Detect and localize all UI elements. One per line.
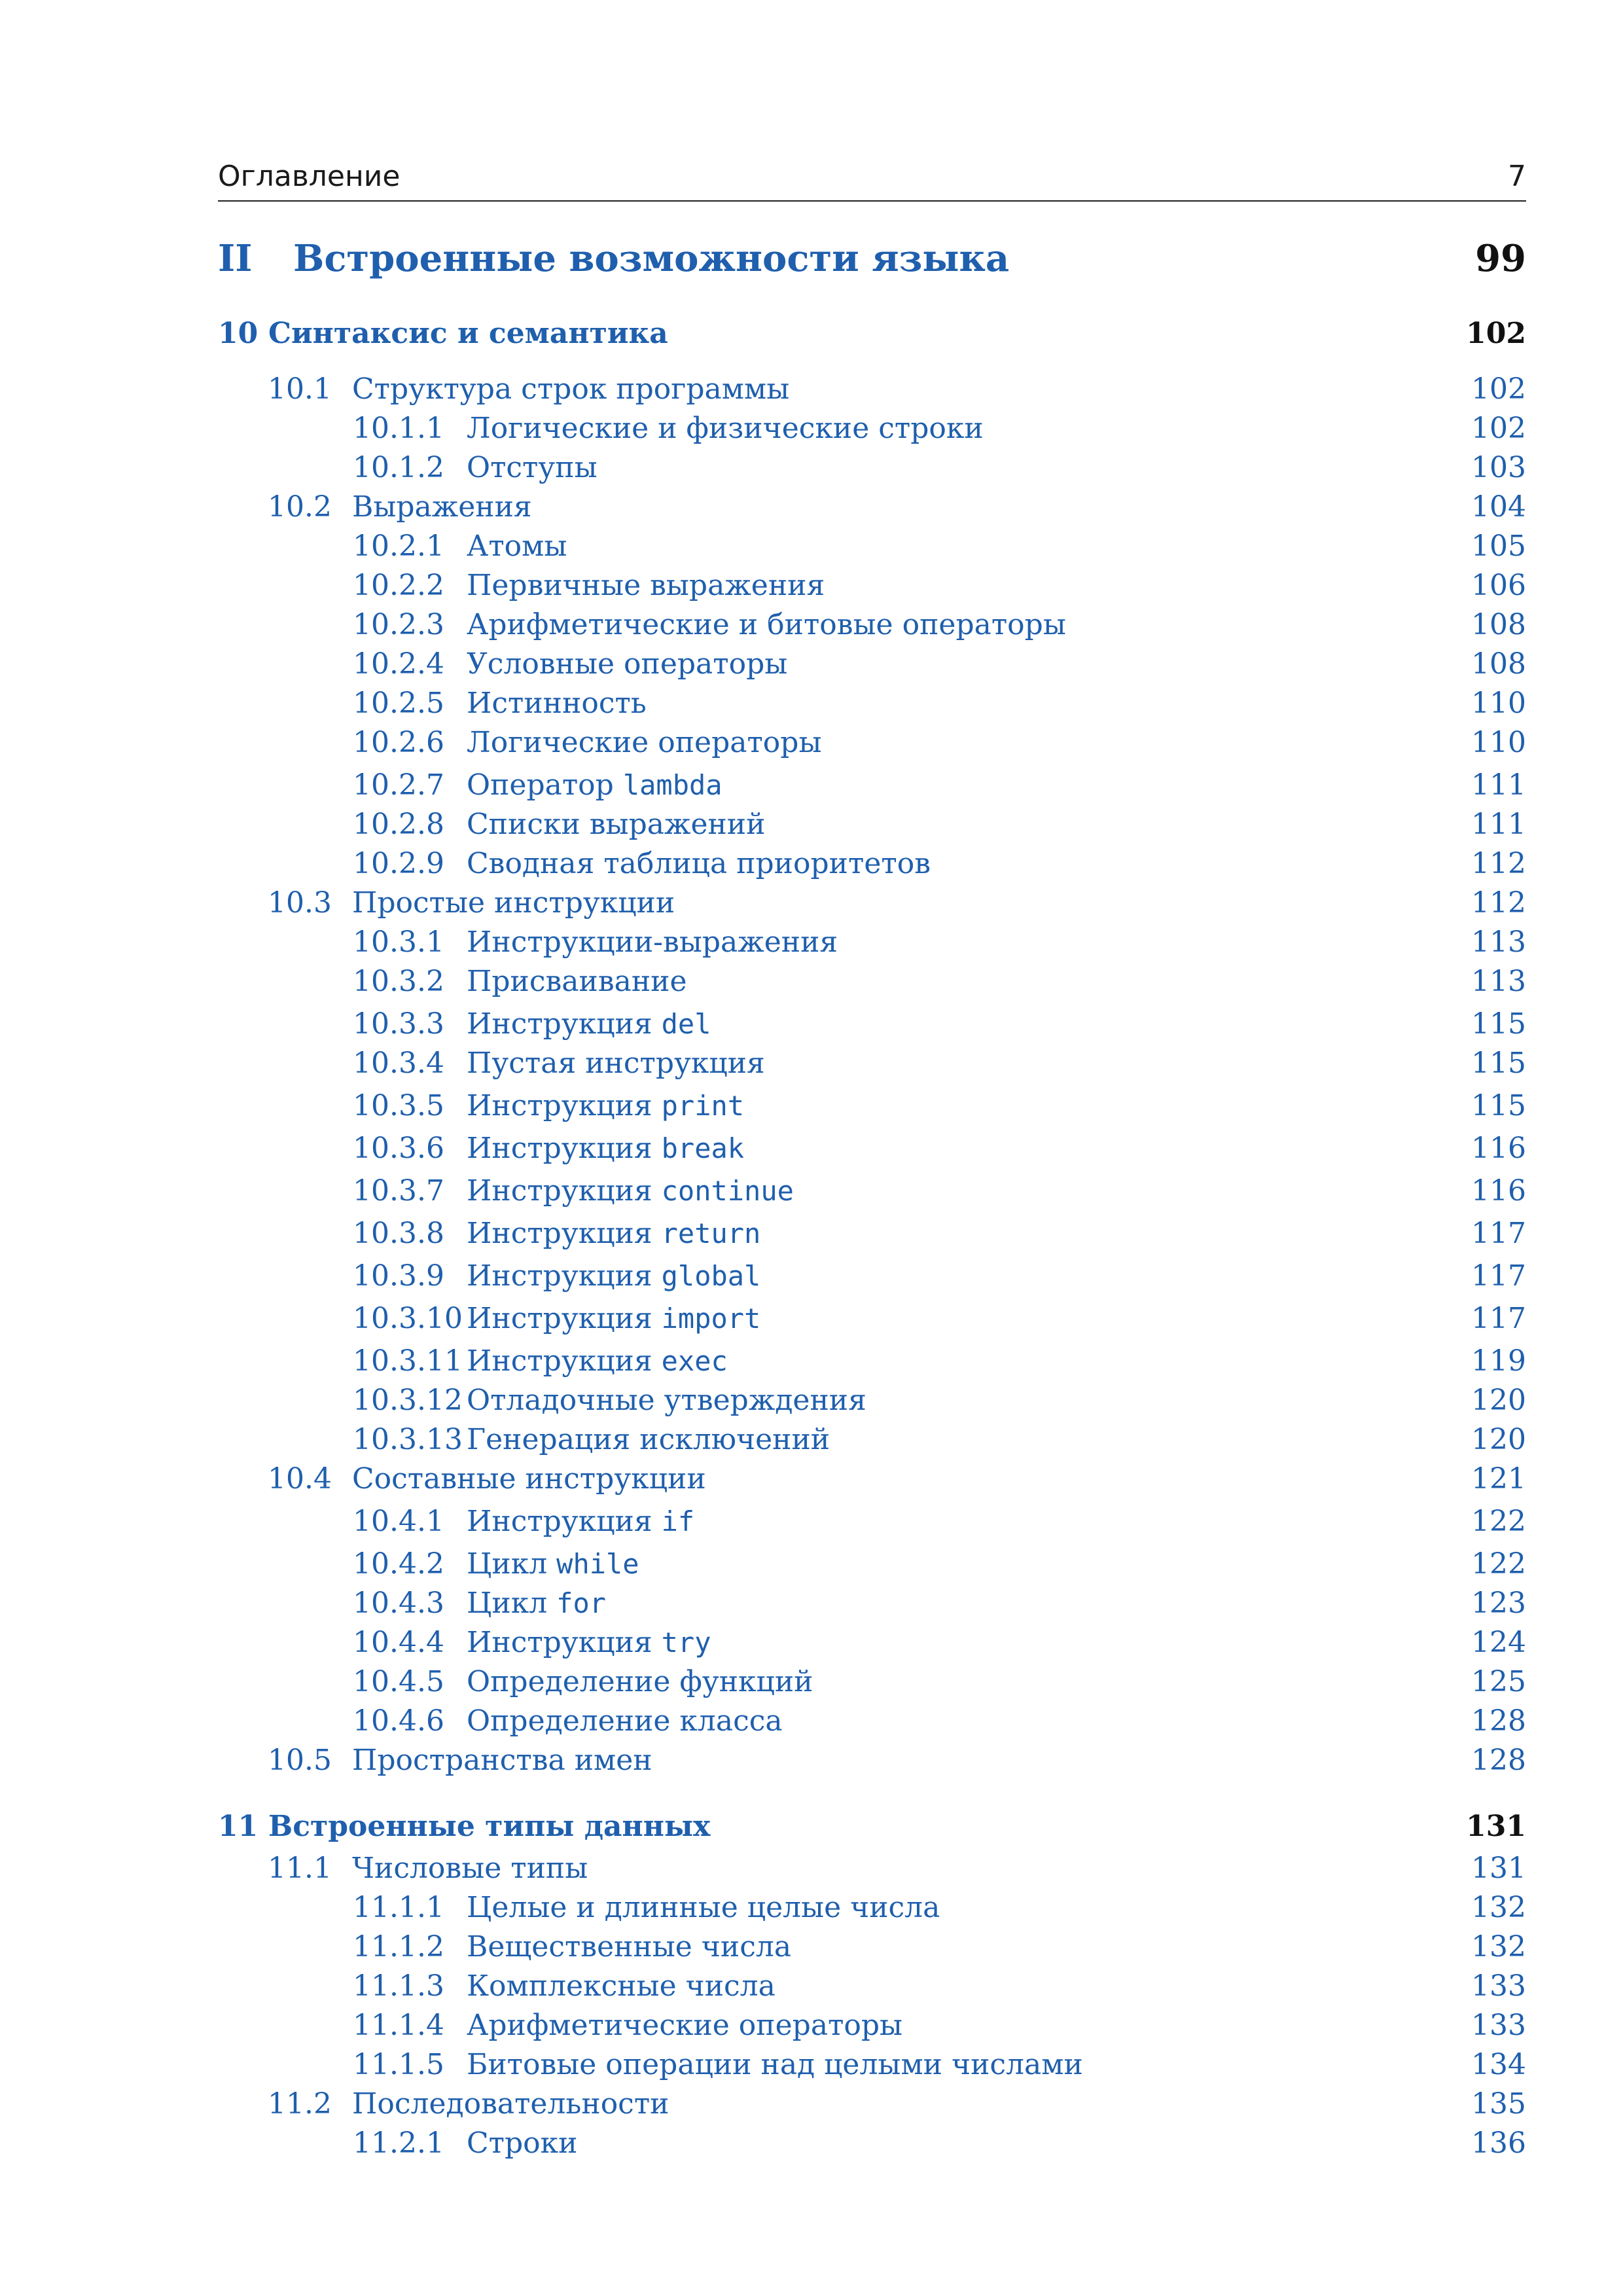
entry-title-text: Списки выражений — [467, 808, 766, 841]
entry-code-keyword: for — [556, 1587, 607, 1619]
entry-page: 113 — [1469, 923, 1526, 962]
entry-title-text: Последовательности — [352, 2087, 669, 2121]
entry-page: 110 — [1469, 684, 1526, 723]
entry-title-text: Определение функций — [467, 1665, 813, 1698]
entry-code-keyword: try — [661, 1626, 711, 1659]
entry-page: 125 — [1469, 1662, 1526, 1702]
entry-title-text: Инструкция — [467, 1007, 652, 1041]
entry-title-text: Пространства имен — [352, 1744, 652, 1777]
entry-page: 111 — [1469, 805, 1526, 844]
entry-page: 117 — [1469, 1299, 1526, 1338]
toc-subsection[interactable] — [218, 1342, 1526, 1381]
toc-subsection[interactable] — [218, 448, 1526, 488]
entry-title — [467, 1086, 753, 1126]
entry-code-keyword: global — [661, 1260, 761, 1292]
entry-number: 10.2 — [268, 490, 332, 524]
toc-section[interactable] — [218, 1460, 1526, 1499]
entry-title-text: Инструкция — [467, 1626, 652, 1659]
entry-title-text: Генерация исключений — [467, 1423, 830, 1456]
entry-title — [467, 527, 576, 566]
entry-title-text: Цикл — [467, 1587, 548, 1620]
entry-title-text: Инструкции-выражения — [467, 925, 838, 959]
entry-number: 10.4.5 — [353, 1665, 444, 1698]
entry-page: 119 — [1469, 1342, 1526, 1381]
chapter-number: 10 — [218, 317, 259, 350]
entry-title-text: Пустая инструкция — [467, 1047, 765, 1080]
entry-number: 11.1.2 — [353, 1930, 444, 1964]
entry-title — [467, 1129, 753, 1168]
toc-subsection[interactable] — [218, 2124, 1526, 2163]
entry-title-text: Истинность — [467, 687, 647, 720]
entry-page: 133 — [1469, 1967, 1526, 2006]
toc-subsection[interactable] — [218, 1967, 1526, 2006]
entry-code-keyword: import — [661, 1302, 761, 1335]
entry-page: 112 — [1469, 884, 1526, 923]
entry-code-keyword: print — [661, 1090, 745, 1122]
entry-title-text: Структура строк программы — [352, 372, 790, 406]
toc-subsection[interactable] — [218, 766, 1526, 805]
toc-subsection[interactable] — [218, 1381, 1526, 1420]
toc-subsection[interactable] — [218, 605, 1526, 645]
entry-title-text: Инструкция — [467, 1505, 652, 1538]
entry-title-text: Логические операторы — [467, 726, 822, 759]
entry-title — [467, 2006, 912, 2045]
entry-page: 115 — [1469, 1005, 1526, 1044]
toc-subsection[interactable] — [218, 1702, 1526, 1741]
entry-page: 106 — [1469, 566, 1526, 605]
toc-section[interactable] — [218, 2085, 1526, 2124]
entry-page: 131 — [1469, 1849, 1526, 1888]
toc-subsection[interactable] — [218, 1129, 1526, 1168]
entry-title — [352, 1849, 597, 1888]
toc-subsection[interactable] — [218, 2045, 1526, 2085]
entry-number: 10.4.2 — [353, 1547, 444, 1581]
header-rule — [218, 200, 1526, 202]
entry-title — [467, 2045, 1092, 2085]
entry-number: 10.3.13 — [353, 1423, 463, 1456]
chapter-number: 11 — [218, 1810, 259, 1843]
entry-title — [467, 1342, 737, 1381]
entry-number: 11.1.5 — [353, 2048, 444, 2081]
entry-title-text: Инструкция — [467, 1089, 652, 1122]
toc-subsection[interactable] — [218, 527, 1526, 566]
entry-code-keyword: return — [661, 1217, 761, 1249]
entry-title — [467, 1005, 720, 1044]
entry-page: 112 — [1469, 844, 1526, 884]
entry-title — [467, 1172, 803, 1211]
entry-number: 10.4.4 — [353, 1626, 444, 1659]
entry-title-text: Цикл — [467, 1547, 548, 1581]
entry-title-text: Выражения — [352, 490, 532, 524]
toc-subsection[interactable] — [218, 1928, 1526, 1967]
entry-title-text: Присваивание — [467, 965, 687, 998]
entry-title — [467, 1044, 774, 1083]
entry-page: 102 — [1469, 409, 1526, 448]
entry-code-keyword: while — [556, 1548, 639, 1580]
entry-title — [352, 370, 798, 409]
entry-page: 124 — [1469, 1623, 1526, 1662]
entry-number: 10.2.2 — [353, 569, 444, 602]
entry-title-text: Атомы — [467, 529, 567, 563]
chapter-title: Синтаксис и семантика — [268, 317, 668, 350]
entry-title-text: Логические и физические строки — [467, 412, 984, 445]
entry-title — [467, 1928, 800, 1967]
entry-title — [467, 962, 696, 1001]
toc-chapter[interactable] — [218, 317, 1526, 353]
toc-section[interactable] — [218, 488, 1526, 527]
entry-title — [467, 1420, 839, 1460]
entry-number: 10.1 — [268, 372, 332, 406]
entry-page: 117 — [1469, 1214, 1526, 1253]
entry-title-text: Инструкция — [467, 1217, 652, 1250]
toc-subsection[interactable] — [218, 1888, 1526, 1928]
entry-title-text: Отладочные утверждения — [467, 1384, 866, 1417]
entry-title — [467, 605, 1075, 645]
toc-subsection[interactable] — [218, 1257, 1526, 1296]
entry-number: 10.3.3 — [353, 1007, 444, 1041]
entry-title — [467, 1967, 785, 2006]
entry-number: 11.2 — [268, 2087, 332, 2121]
toc-chapter[interactable] — [218, 1810, 1526, 1846]
entry-title — [467, 1584, 615, 1623]
part-title: Встроенные возможности языка — [293, 237, 1010, 280]
entry-title-text: Арифметические и битовые операторы — [467, 608, 1066, 641]
part-heading[interactable] — [218, 237, 1526, 289]
entry-code-keyword: del — [661, 1008, 711, 1040]
toc-subsection[interactable] — [218, 566, 1526, 605]
toc-subsection[interactable] — [218, 1420, 1526, 1460]
entry-number: 10.3 — [268, 886, 332, 920]
toc-section[interactable] — [218, 1741, 1526, 1780]
entry-number: 10.3.11 — [353, 1344, 463, 1378]
entry-page: 134 — [1469, 2045, 1526, 2085]
toc-section[interactable] — [218, 370, 1526, 409]
entry-title — [467, 409, 993, 448]
running-header-page-number: 7 — [1508, 160, 1526, 193]
entry-title-text: Оператор — [467, 768, 614, 802]
toc-subsection[interactable] — [218, 1584, 1526, 1623]
entry-number: 10.5 — [268, 1744, 332, 1777]
entry-page: 120 — [1469, 1381, 1526, 1420]
toc-subsection[interactable] — [218, 1086, 1526, 1126]
entry-page: 128 — [1469, 1702, 1526, 1741]
entry-title — [467, 1381, 876, 1420]
toc-subsection[interactable] — [218, 923, 1526, 962]
entry-page: 123 — [1469, 1584, 1526, 1623]
entry-page: 133 — [1469, 2006, 1526, 2045]
entry-page: 132 — [1469, 1928, 1526, 1967]
entry-number: 10.2.6 — [353, 726, 444, 759]
entry-title-text: Инструкция — [467, 1174, 652, 1208]
entry-number: 10.2.4 — [353, 647, 444, 681]
toc-subsection[interactable] — [218, 1172, 1526, 1211]
entry-title-text: Составные инструкции — [352, 1462, 706, 1496]
entry-title — [467, 1662, 823, 1702]
entry-title-text: Строки — [467, 2126, 578, 2160]
entry-page: 115 — [1469, 1044, 1526, 1083]
toc-subsection[interactable] — [218, 684, 1526, 723]
entry-title-text: Первичные выражения — [467, 569, 825, 602]
entry-page: 132 — [1469, 1888, 1526, 1928]
entry-number: 10.3.1 — [353, 925, 444, 959]
entry-number: 10.3.8 — [353, 1217, 444, 1250]
entry-title — [467, 1214, 770, 1253]
entry-page: 122 — [1469, 1545, 1526, 1584]
entry-number: 10.3.5 — [353, 1089, 444, 1122]
entry-page: 110 — [1469, 723, 1526, 762]
toc-subsection[interactable] — [218, 1502, 1526, 1541]
entry-title-text: Целые и длинные целые числа — [467, 1891, 940, 1924]
entry-page: 102 — [1469, 370, 1526, 409]
entry-number: 11.1.4 — [353, 2009, 444, 2042]
entry-title — [467, 1702, 792, 1741]
entry-title — [352, 488, 541, 527]
entry-title-text: Инструкция — [467, 1259, 652, 1293]
entry-title — [467, 1888, 949, 1928]
entry-page: 115 — [1469, 1086, 1526, 1126]
entry-number: 10.3.7 — [353, 1174, 444, 1208]
toc-subsection[interactable] — [218, 1623, 1526, 1662]
entry-page: 111 — [1469, 766, 1526, 805]
entry-number: 10.2.7 — [353, 768, 444, 802]
entry-page: 105 — [1469, 527, 1526, 566]
entry-title-text: Инструкция — [467, 1132, 652, 1165]
entry-title — [467, 844, 940, 884]
entry-title — [467, 1299, 770, 1338]
entry-page: 120 — [1469, 1420, 1526, 1460]
part-number: II — [218, 237, 253, 280]
entry-page: 108 — [1469, 645, 1526, 684]
toc-subsection[interactable] — [218, 1662, 1526, 1702]
entry-number: 10.4.1 — [353, 1505, 444, 1538]
entry-page: 128 — [1469, 1741, 1526, 1780]
entry-number: 10.2.3 — [353, 608, 444, 641]
entry-title-text: Комплексные числа — [467, 1969, 776, 2003]
entry-number: 10.3.10 — [353, 1302, 463, 1335]
chapter-page: 131 — [1466, 1810, 1526, 1843]
entry-title-text: Числовые типы — [352, 1852, 588, 1885]
entry-title — [352, 1460, 715, 1499]
toc-subsection[interactable] — [218, 962, 1526, 1001]
entry-number: 10.3.6 — [353, 1132, 444, 1165]
entry-page: 136 — [1469, 2124, 1526, 2163]
entry-code-keyword: if — [661, 1505, 695, 1537]
entry-number: 10.4 — [268, 1462, 332, 1496]
toc-subsection[interactable] — [218, 1545, 1526, 1584]
entry-title-text: Сводная таблица приоритетов — [467, 847, 931, 880]
toc-subsection[interactable] — [218, 805, 1526, 844]
entry-page: 113 — [1469, 962, 1526, 1001]
entry-code-keyword: lambda — [622, 769, 722, 801]
entry-title — [467, 645, 796, 684]
entry-page: 135 — [1469, 2085, 1526, 2124]
entry-page: 103 — [1469, 448, 1526, 488]
entry-number: 11.2.1 — [353, 2126, 444, 2160]
entry-title-text: Вещественные числа — [467, 1930, 792, 1964]
entry-page: 117 — [1469, 1257, 1526, 1296]
entry-number: 10.2.9 — [353, 847, 444, 880]
entry-number: 11.1.3 — [353, 1969, 444, 2003]
entry-title — [467, 2124, 587, 2163]
chapter-page: 102 — [1466, 317, 1526, 350]
toc-subsection[interactable] — [218, 1214, 1526, 1253]
entry-title — [352, 1741, 662, 1780]
entry-number: 10.4.3 — [353, 1587, 444, 1620]
toc-subsection[interactable] — [218, 1044, 1526, 1083]
entry-page: 122 — [1469, 1502, 1526, 1541]
toc-subsection[interactable] — [218, 844, 1526, 884]
entry-title — [467, 684, 656, 723]
toc-subsection[interactable] — [218, 2006, 1526, 2045]
entry-title — [352, 884, 684, 923]
entry-number: 10.3.12 — [353, 1384, 463, 1417]
entry-page: 116 — [1469, 1129, 1526, 1168]
entry-title — [467, 1545, 649, 1584]
entry-title — [467, 766, 732, 805]
entry-number: 10.1.1 — [353, 412, 444, 445]
entry-title-text: Отступы — [467, 451, 597, 484]
entry-title — [467, 1257, 770, 1296]
entry-page: 108 — [1469, 605, 1526, 645]
entry-title — [467, 805, 774, 844]
part-page: 99 — [1475, 237, 1526, 280]
entry-page: 121 — [1469, 1460, 1526, 1499]
toc-subsection[interactable] — [218, 1299, 1526, 1338]
entry-code-keyword: exec — [661, 1345, 728, 1377]
entry-title — [467, 1623, 720, 1662]
entry-title — [467, 923, 847, 962]
entry-number: 10.2.1 — [353, 529, 444, 563]
entry-page: 104 — [1469, 488, 1526, 527]
entry-number: 10.2.5 — [353, 687, 444, 720]
entry-title — [467, 566, 834, 605]
toc-subsection[interactable] — [218, 1005, 1526, 1044]
entry-number: 10.2.8 — [353, 808, 444, 841]
chapter-title: Встроенные типы данных — [268, 1810, 711, 1843]
entry-title-text: Инструкция — [467, 1344, 652, 1378]
running-header-title: Оглавление — [218, 160, 401, 193]
entry-page: 116 — [1469, 1172, 1526, 1211]
entry-number: 10.4.6 — [353, 1704, 444, 1738]
entry-title-text: Арифметические операторы — [467, 2009, 903, 2042]
entry-title — [467, 448, 607, 488]
entry-title-text: Определение класса — [467, 1704, 783, 1738]
entry-title-text: Простые инструкции — [352, 886, 675, 920]
entry-title — [352, 2085, 679, 2124]
entry-number: 10.3.9 — [353, 1259, 444, 1293]
toc-subsection[interactable] — [218, 409, 1526, 448]
toc-section[interactable] — [218, 1849, 1526, 1888]
entry-number: 11.1 — [268, 1852, 332, 1885]
toc-section[interactable] — [218, 884, 1526, 923]
entry-title — [467, 723, 830, 762]
toc-subsection[interactable] — [218, 645, 1526, 684]
entry-number: 10.3.4 — [353, 1047, 444, 1080]
entry-title-text: Инструкция — [467, 1302, 652, 1335]
entry-title-text: Условные операторы — [467, 647, 788, 681]
entry-title — [467, 1502, 704, 1541]
entry-number: 10.3.2 — [353, 965, 444, 998]
entry-code-keyword: break — [661, 1132, 745, 1164]
entry-number: 11.1.1 — [353, 1891, 444, 1924]
entry-number: 10.1.2 — [353, 451, 444, 484]
toc-subsection[interactable] — [218, 723, 1526, 762]
entry-title-text: Битовые операции над целыми числами — [467, 2048, 1083, 2081]
entry-code-keyword: continue — [661, 1175, 794, 1207]
